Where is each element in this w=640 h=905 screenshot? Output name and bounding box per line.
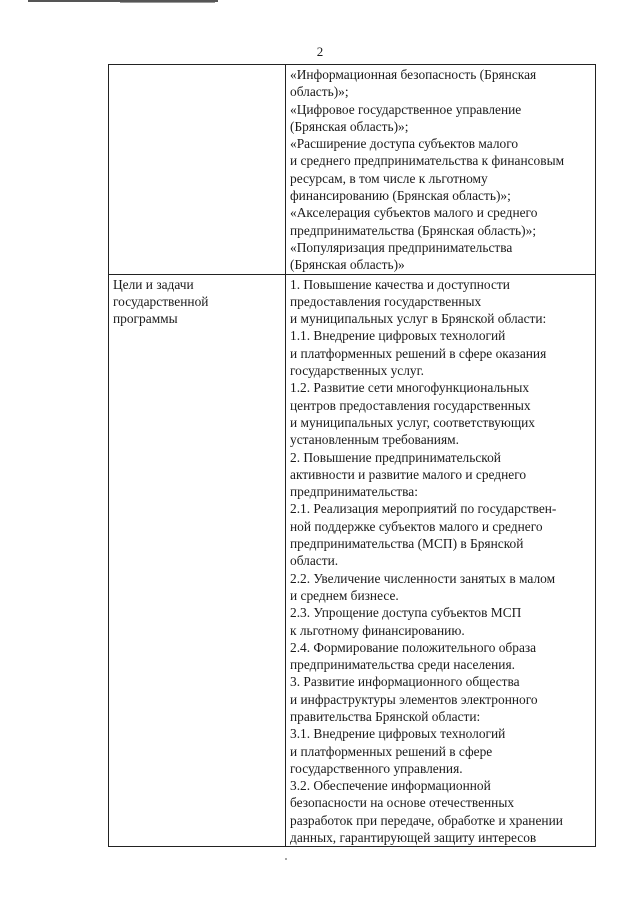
row-content-line: данных, гарантирующей защиту интересов xyxy=(290,830,537,846)
row-content-line: и среднего предпринимательства к финансовым xyxy=(290,153,565,169)
row-content-cell xyxy=(286,274,596,847)
row-content-line: 2.4. Формирование положительного образа xyxy=(290,639,537,655)
row-content-line: разработок при передаче, обработке и хранении xyxy=(290,812,563,828)
row-content-line: 1.1. Внедрение цифровых технологий xyxy=(290,328,506,344)
row-content-line: и платформенных решений в сфере оказания xyxy=(290,345,547,361)
row-label-line: Цели и задачи xyxy=(113,276,194,292)
document-table-body xyxy=(109,65,596,847)
row-content-line: «Расширение доступа субъектов малого xyxy=(290,136,519,152)
row-content-line: предоставления государственных xyxy=(290,293,482,309)
row-content-line: центров предоставления государственных xyxy=(290,397,531,413)
row-content-line: и инфраструктуры элементов электронного xyxy=(290,691,538,707)
table-row xyxy=(109,65,596,275)
row-label-cell xyxy=(109,65,286,275)
row-content-line: государственного управления. xyxy=(290,760,463,776)
row-content-line: предпринимательства (Брянская область)»; xyxy=(290,222,537,238)
row-content-line: предпринимательства среди населения. xyxy=(290,657,515,673)
scan-artifact-dot xyxy=(285,858,287,860)
row-content-line: 2. Повышение предпринимательской xyxy=(290,449,501,465)
row-content-line: 3.1. Внедрение цифровых технологий xyxy=(290,726,506,742)
row-content-line: правительства Брянской области: xyxy=(290,708,481,724)
row-content-line: 1.2. Развитие сети многофункциональных xyxy=(290,380,530,396)
page-number: 2 xyxy=(316,44,324,59)
row-content-line: предпринимательства: xyxy=(290,484,418,500)
row-content-line: безопасности на основе отечественных xyxy=(290,795,515,811)
row-content-line: 1. Повышение качества и доступности xyxy=(290,276,510,292)
document-table xyxy=(108,64,596,847)
row-content-line: активности и развитие малого и среднего xyxy=(290,466,527,482)
row-content-line: «Информационная безопасность (Брянская xyxy=(290,67,537,82)
row-content-line: 2.1. Реализация мероприятий по государствен- xyxy=(290,501,557,517)
row-content-line: «Акселерация субъектов малого и среднего xyxy=(290,205,538,221)
row-content-line: ресурсам, в том числе к льготному xyxy=(290,170,488,186)
row-label-cell xyxy=(109,274,286,847)
row-content-line: государственных услуг. xyxy=(290,363,424,379)
row-content-line: 3. Развитие информационного общества xyxy=(290,674,520,690)
row-content-line: область)»; xyxy=(290,84,349,100)
row-content-line: и среднем бизнесе. xyxy=(290,587,399,603)
row-content-line: «Цифровое государственное управление xyxy=(290,101,522,117)
row-content-line: и платформенных решений в сфере xyxy=(290,743,493,759)
row-content-line: (Брянская область)»; xyxy=(290,118,409,134)
row-content-line: (Брянская область)» xyxy=(290,257,405,273)
row-label-line: государственной xyxy=(113,293,209,309)
row-content-line: и муниципальных услуг в Брянской области: xyxy=(290,311,547,327)
row-content-line: установленным требованиям. xyxy=(290,432,459,448)
row-content-line: ной поддержке субъектов малого и среднего xyxy=(290,518,543,534)
row-content-line: 3.2. Обеспечение информационной xyxy=(290,778,491,794)
row-content-line: 2.2. Увеличение численности занятых в малом xyxy=(290,570,556,586)
row-content-line: предпринимательства (МСП) в Брянской xyxy=(290,536,524,552)
row-content-line: области. xyxy=(290,553,339,569)
row-content-cell xyxy=(286,65,596,275)
row-content-line: к льготному финансированию. xyxy=(290,622,465,638)
row-content-line: и муниципальных услуг, соответствующих xyxy=(290,414,536,430)
table-row xyxy=(109,274,596,847)
row-content-line: 2.3. Упрощение доступа субъектов МСП xyxy=(290,605,522,621)
scan-artifact-line xyxy=(120,2,215,3)
row-content-line: финансированию (Брянская область)»; xyxy=(290,188,511,204)
row-label-line: программы xyxy=(113,311,178,327)
row-content-line: «Популяризация предпринимательства xyxy=(290,239,513,255)
